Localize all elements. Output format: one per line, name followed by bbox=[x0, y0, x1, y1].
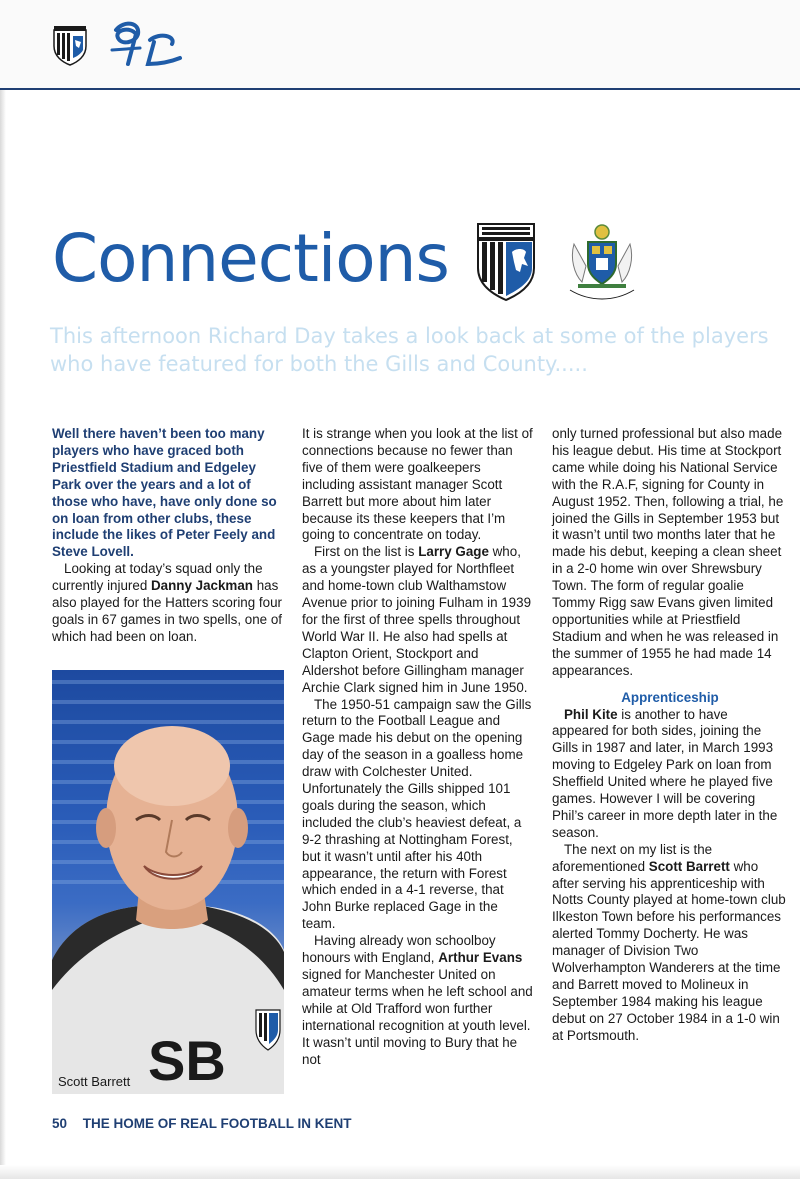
article-intro: This afternoon Richard Day takes a look back at some of the players who have featured for both the Gills and County..... bbox=[50, 324, 769, 376]
paragraph: The 1950-51 campaign saw the Gills return to the Football League and Gage made his debut on the opening day of the season in a goalless home draw with Colchester United. Unfortunately the Gills shipped 101 goals during the season, which included the club’s heaviest defeat, a 9-2 thrashing at Nottingham Forest, but it wasn’t until after his 40th appearance, the return with Forest which ended in a 4-1 reverse, that John Burke replaced Gage in the team. bbox=[302, 696, 532, 932]
paragraph: The next on my list is the aforementioned Scott Barrett who after serving his apprenticeship with Notts County played at home-town club Ilkeston Town before his performances alerted Tommy Docherty. He was manager of Division Two Wolverhampton Wanderers at the time and Barrett moved to Molineux in September 1984 making his league debut on 27 October 1984 in a 1-0 win at Portsmouth. bbox=[552, 841, 786, 1043]
paragraph: It is strange when you look at the list of connections because no fewer than five of them were goalkeepers including assistant manager Scott Barrett but more about him later because its these keepers that I’m going to concentrate on today. bbox=[302, 426, 533, 543]
lead-paragraph: Well there haven’t been too many players who have graced both Priestfield Stadium and Edgeley Park over the years and a lot of those who have, have only done so on loan from other clubs, these include the likes of Peter Feely and Steve Lovell. bbox=[52, 426, 277, 560]
player-photo bbox=[52, 670, 284, 1094]
page-edge-shadow bbox=[0, 0, 6, 1179]
page-footer bbox=[52, 1116, 352, 1131]
page-number: 50 bbox=[52, 1116, 68, 1131]
footer-tagline: THE HOME OF REAL FOOTBALL IN KENT bbox=[82, 1116, 352, 1131]
page-bottom-edge bbox=[0, 1165, 800, 1179]
paragraph: First on the list is Larry Gage who, as a youngster played for Northfleet and home-town club Walthamstow Avenue prior to joining Fulham in 1939 for the first of three spells throughout World War II. He also had spells at Clapton Orient, Stockport and Aldershot before Gillingham manager Archie Clark signed him in June 1950. bbox=[302, 544, 532, 695]
paragraph: Phil Kite is another to have appeared for both sides, joining the Gills in 1987 and later, in March 1993 moving to Edgeley Park on loan from Sheffield United where he played five games. However I will be covering Phil’s career in more depth later in the season. bbox=[552, 706, 778, 840]
gc-monogram-logo bbox=[110, 20, 186, 70]
paragraph: only turned professional but also made his league debut. His time at Stockport came while doing his National Service with the R.A.F, signing for County in August 1952. Then, following a trial, he joined the Gills in September 1953 but it wasn’t until two months later that he made his debut, keeping a clean sheet in a 2-0 home win over Shrewsbury Town. The form of regular goalie Tommy Rigg saw Evans given limited opportunities while at Priestfield Stadium and when he was released in the summer of 1955 he had made 14 appearances. bbox=[552, 426, 784, 678]
photo-caption: Scott Barrett bbox=[58, 1074, 131, 1089]
gillingham-crest-icon bbox=[52, 24, 88, 66]
article-column-1 bbox=[52, 426, 284, 646]
article-title: Connections bbox=[52, 220, 449, 297]
article-column-2 bbox=[302, 426, 534, 1068]
header-rule bbox=[0, 88, 800, 90]
section-subheading: Apprenticeship bbox=[621, 689, 719, 705]
stockport-county-crest-icon bbox=[560, 222, 644, 308]
paragraph: Having already won schoolboy honours with England, Arthur Evans signed for Manchester United on amateur terms when he left school and while at Old Trafford won further international recognition at youth level. It wasn’t until moving to Bury that he not bbox=[302, 933, 533, 1067]
paragraph: Looking at today’s squad only the currently injured Danny Jackman has also played for the Hatters scoring four goals in 67 games in two spells, one of which had been on loan. bbox=[52, 561, 283, 644]
gillingham-crest-icon bbox=[474, 222, 538, 302]
article-column-3 bbox=[552, 426, 788, 1045]
shirt-initials: SB bbox=[148, 1029, 226, 1092]
